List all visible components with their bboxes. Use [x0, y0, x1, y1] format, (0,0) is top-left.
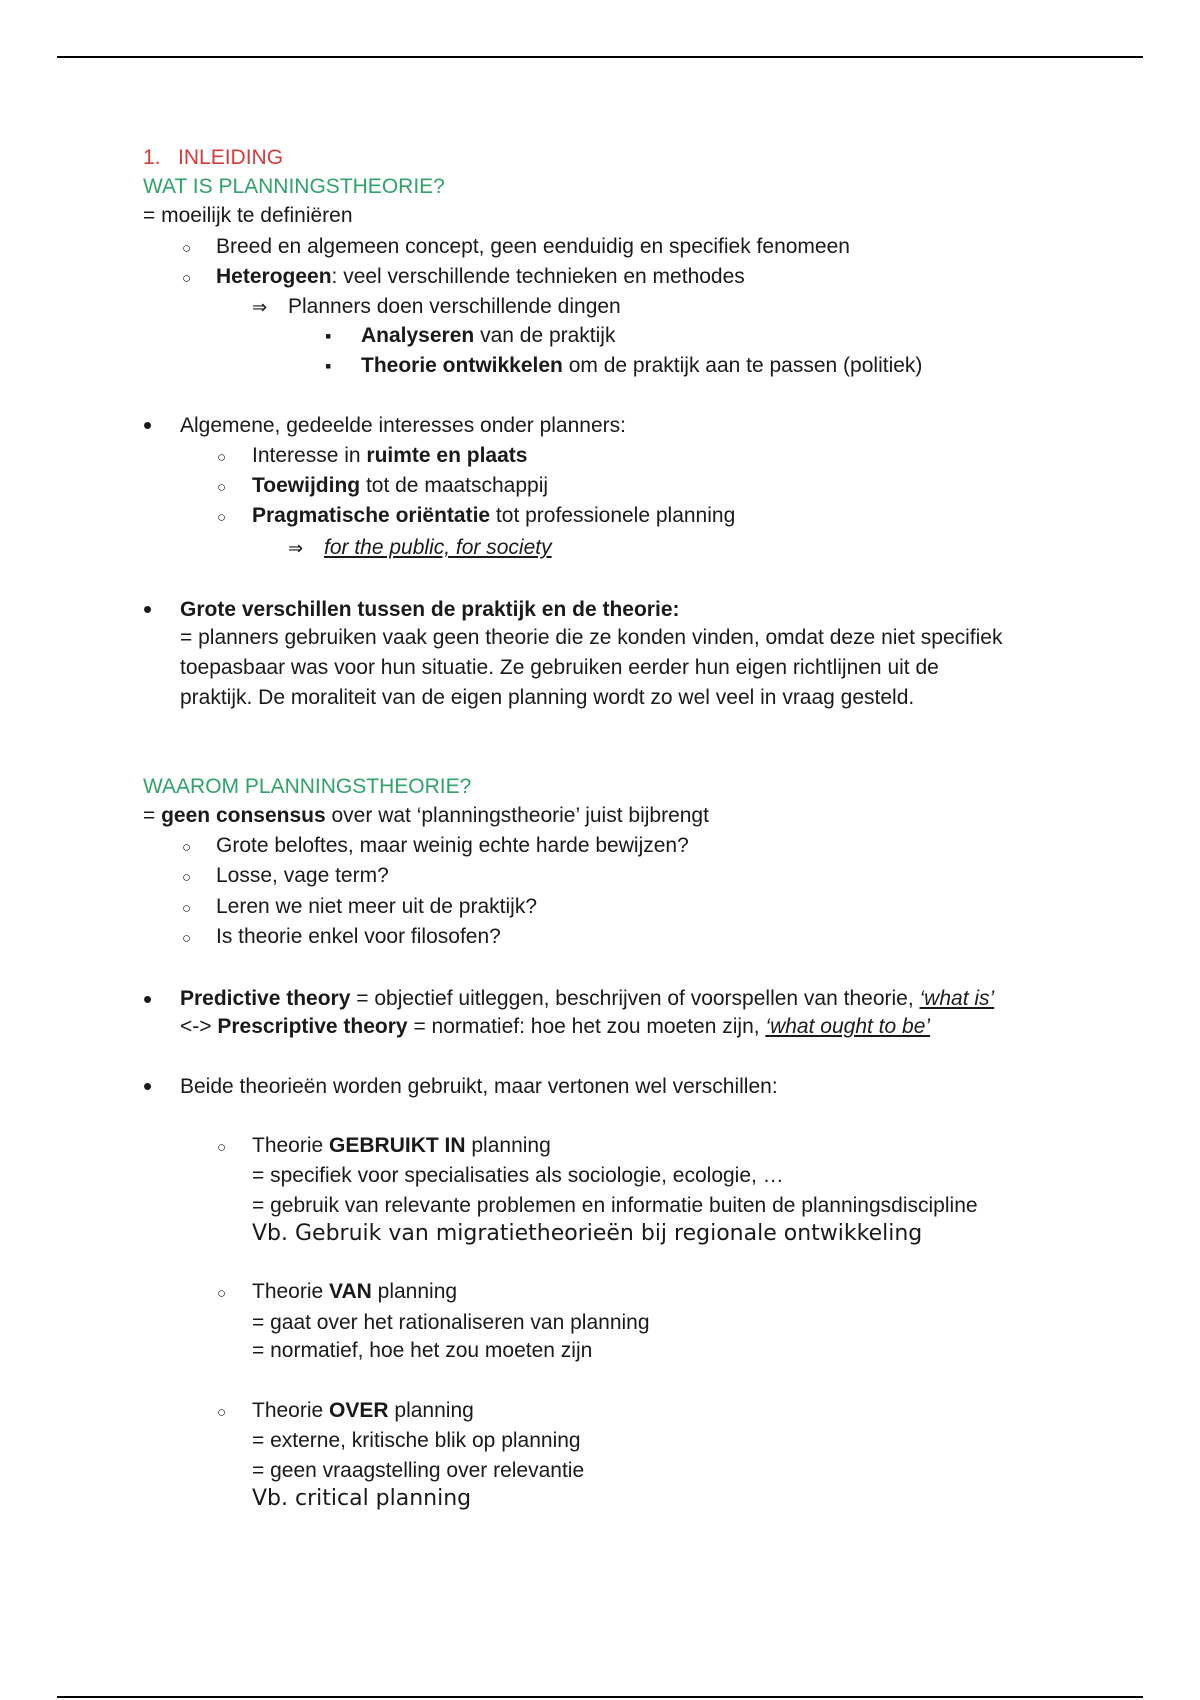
list-item: Breed en algemeen concept, geen eenduidig en specifiek fenomeen: [216, 235, 850, 258]
list-item: Toewijding tot de maatschappij: [252, 474, 549, 497]
bullet-text: Beide theorieën worden gebruikt, maar vertonen wel verschillen:: [180, 1075, 778, 1098]
list-item: Theorie ontwikkelen om de praktijk aan te passen (politiek): [361, 354, 923, 377]
top-rule: [57, 56, 1143, 58]
list-item: Leren we niet meer uit de praktijk?: [216, 895, 537, 918]
bottom-rule: [57, 1696, 1143, 1698]
theory-line: = externe, kritische blik op planning: [252, 1429, 581, 1452]
bullet-icon: [143, 1073, 152, 1102]
theory-title: Theorie OVER planning: [252, 1399, 474, 1422]
bullet-icon: [143, 596, 152, 625]
circle-bullet-icon: [182, 894, 191, 922]
circle-bullet-icon: [217, 1133, 226, 1161]
theory-line: = gaat over het rationaliseren van planning: [252, 1311, 650, 1334]
list-item: Analyseren van de praktijk: [361, 324, 616, 347]
predictive-line: Predictive theory = objectief uitleggen, beschrijven of voorspellen van theorie, ‘what is’: [180, 987, 995, 1010]
arrow-text: Planners doen verschillende dingen: [288, 295, 621, 318]
paragraph-line: = planners gebruiken vaak geen theorie die ze konden vinden, omdat deze niet specifiek: [180, 626, 1003, 649]
subheading-waarom: WAAROM PLANNINGSTHEORIE?: [143, 775, 472, 798]
bullet-title: Grote verschillen tussen de praktijk en de theorie:: [180, 598, 680, 621]
theory-line: = gebruik van relevante problemen en informatie buiten de planningsdiscipline: [252, 1194, 978, 1217]
circle-bullet-icon: [217, 503, 226, 531]
paragraph-line: praktijk. De moraliteit van de eigen planning wordt zo wel veel in vraag gesteld.: [180, 686, 915, 709]
square-bullet-icon: [325, 353, 331, 379]
circle-bullet-icon: [217, 443, 226, 471]
circle-bullet-icon: [182, 264, 191, 292]
section-title: INLEIDING: [178, 146, 284, 169]
theory-line: = geen vraagstelling over relevantie: [252, 1459, 585, 1482]
list-item: Losse, vage term?: [216, 864, 389, 887]
circle-bullet-icon: [217, 1279, 226, 1307]
arrow-text: for the public, for society: [324, 536, 552, 559]
theory-example: Vb. critical planning: [252, 1486, 472, 1511]
circle-bullet-icon: [217, 1398, 226, 1426]
list-item: Pragmatische oriëntatie tot professionele planning: [252, 504, 736, 527]
circle-bullet-icon: [182, 234, 191, 262]
section-heading: [143, 145, 283, 171]
bullet-icon: [143, 412, 152, 441]
square-bullet-icon: [325, 323, 331, 349]
circle-bullet-icon: [182, 924, 191, 952]
bullet-text: Algemene, gedeelde interesses onder planners:: [180, 414, 626, 437]
intro-text: = geen consensus over wat ‘planningstheorie’ juist bijbrengt: [143, 804, 709, 827]
arrow-icon: [288, 535, 303, 561]
circle-bullet-icon: [217, 473, 226, 501]
subheading-wat-is: WAT IS PLANNINGSTHEORIE?: [143, 175, 445, 198]
section-number: 1.: [143, 146, 161, 169]
theory-line: = specifiek voor specialisaties als sociologie, ecologie, …: [252, 1164, 784, 1187]
list-item: Interesse in ruimte en plaats: [252, 444, 528, 467]
list-item: Heterogeen: veel verschillende technieken en methodes: [216, 265, 745, 288]
prescriptive-line: <-> Prescriptive theory = normatief: hoe het zou moeten zijn, ‘what ought to be’: [180, 1015, 931, 1038]
theory-line: = normatief, hoe het zou moeten zijn: [252, 1339, 593, 1362]
circle-bullet-icon: [182, 833, 191, 861]
theory-example: Vb. Gebruik van migratietheorieën bij regionale ontwikkeling: [252, 1221, 923, 1246]
circle-bullet-icon: [182, 863, 191, 891]
list-item: Grote beloftes, maar weinig echte harde bewijzen?: [216, 834, 689, 857]
list-item: Is theorie enkel voor filosofen?: [216, 925, 501, 948]
bullet-icon: [143, 986, 152, 1015]
theory-title: Theorie VAN planning: [252, 1280, 458, 1303]
arrow-icon: [252, 294, 267, 320]
paragraph-line: toepasbaar was voor hun situatie. Ze gebruiken eerder hun eigen richtlijnen uit de: [180, 656, 939, 679]
theory-title: Theorie GEBRUIKT IN planning: [252, 1134, 551, 1157]
intro-text: = moeilijk te definiëren: [143, 204, 353, 227]
